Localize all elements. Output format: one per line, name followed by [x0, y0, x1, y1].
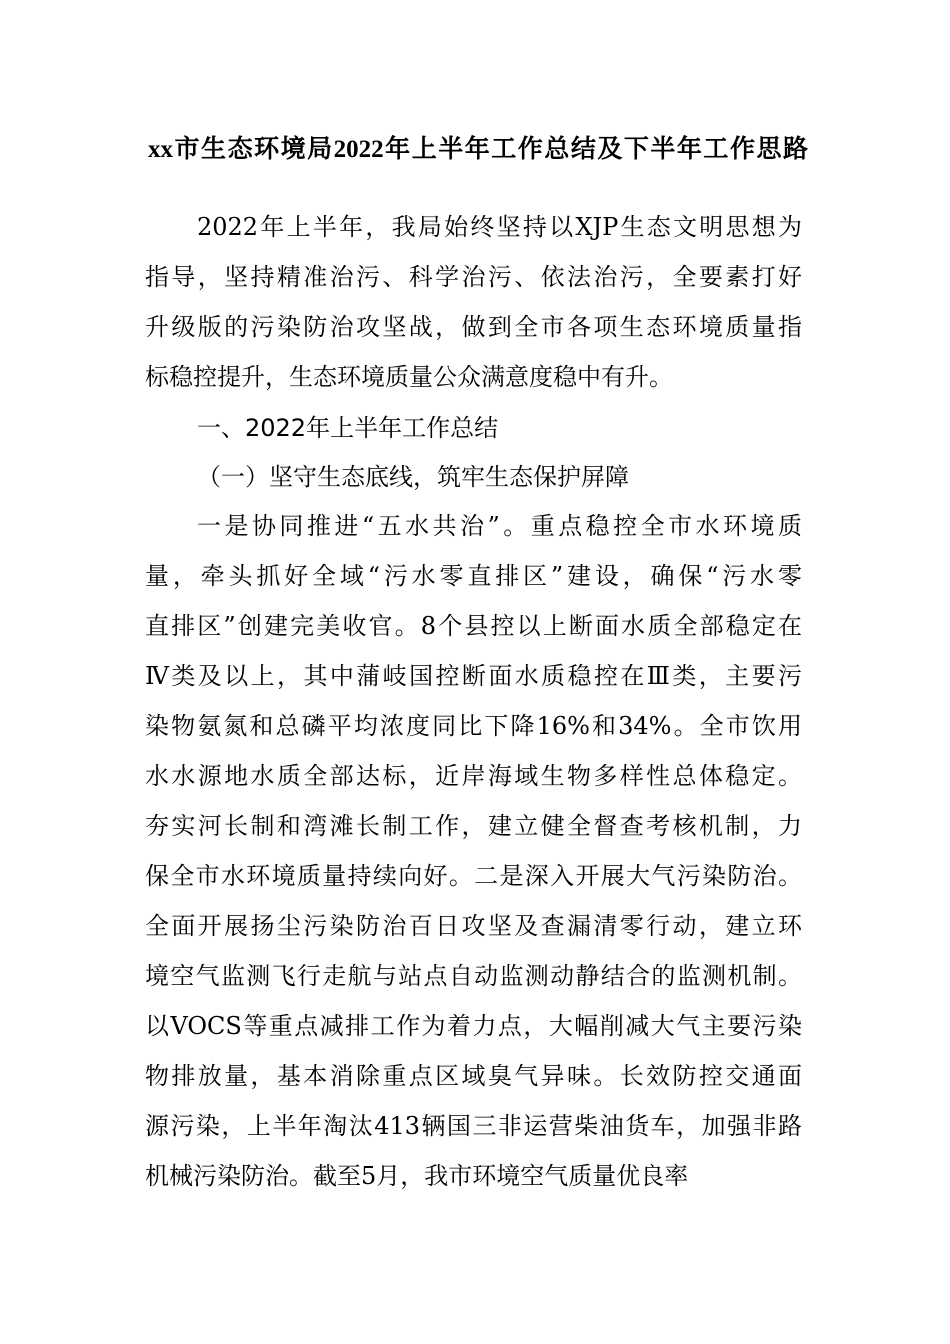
document-title: xx市生态环境局2022年上半年工作总结及下半年工作思路: [148, 136, 808, 163]
paragraph-line: 升级版的污染防治攻坚战，做到全市各项生态环境质量指: [145, 313, 802, 341]
paragraph-line: 源污染，上半年淘汰413辆国三非运营柴油货车，加强非路: [145, 1112, 802, 1140]
paragraph-line: 水水源地水质全部达标，近岸海域生物多样性总体稳定。: [145, 762, 802, 790]
paragraph-line: 染物氨氮和总磷平均浓度同比下降16%和34%。全市饮用: [145, 712, 802, 740]
paragraph-line: Ⅳ类及以上，其中蒲岐国控断面水质稳控在Ⅲ类，主要污: [145, 662, 802, 690]
paragraph-line: 直排区”创建完美收官。8个县控以上断面水质全部稳定在: [145, 612, 802, 640]
paragraph-line: 标稳控提升，生态环境质量公众满意度稳中有升。: [145, 363, 673, 391]
section-heading: 一、2022年上半年工作总结: [197, 414, 499, 442]
subsection-heading: （一）坚守生态底线，筑牢生态保护屏障: [197, 463, 629, 491]
paragraph-line: 量，牵头抓好全域“污水零直排区”建设，确保“污水零: [145, 562, 802, 590]
paragraph-line: 境空气监测飞行走航与站点自动监测动静结合的监测机制。: [145, 962, 802, 990]
paragraph-line: 物排放量，基本消除重点区域臭气异味。长效防控交通面: [145, 1062, 802, 1090]
paragraph-line: 夯实河长制和湾滩长制工作，建立健全督查考核机制，力: [145, 812, 802, 840]
paragraph-line: 2022年上半年，我局始终坚持以XJP生态文明思想为: [197, 213, 802, 241]
paragraph-line: 指导，坚持精准治污、科学治污、依法治污，全要素打好: [145, 263, 802, 291]
paragraph-line: 保全市水环境质量持续向好。二是深入开展大气污染防治。: [145, 862, 802, 890]
paragraph-line: 一是协同推进“五水共治”。重点稳控全市水环境质: [197, 512, 802, 540]
paragraph-line: 全面开展扬尘污染防治百日攻坚及查漏清零行动，建立环: [145, 912, 802, 940]
paragraph-line: 以VOCS等重点减排工作为着力点，大幅削减大气主要污染: [145, 1012, 802, 1040]
paragraph-line: 机械污染防治。截至5月，我市环境空气质量优良率: [145, 1162, 689, 1190]
